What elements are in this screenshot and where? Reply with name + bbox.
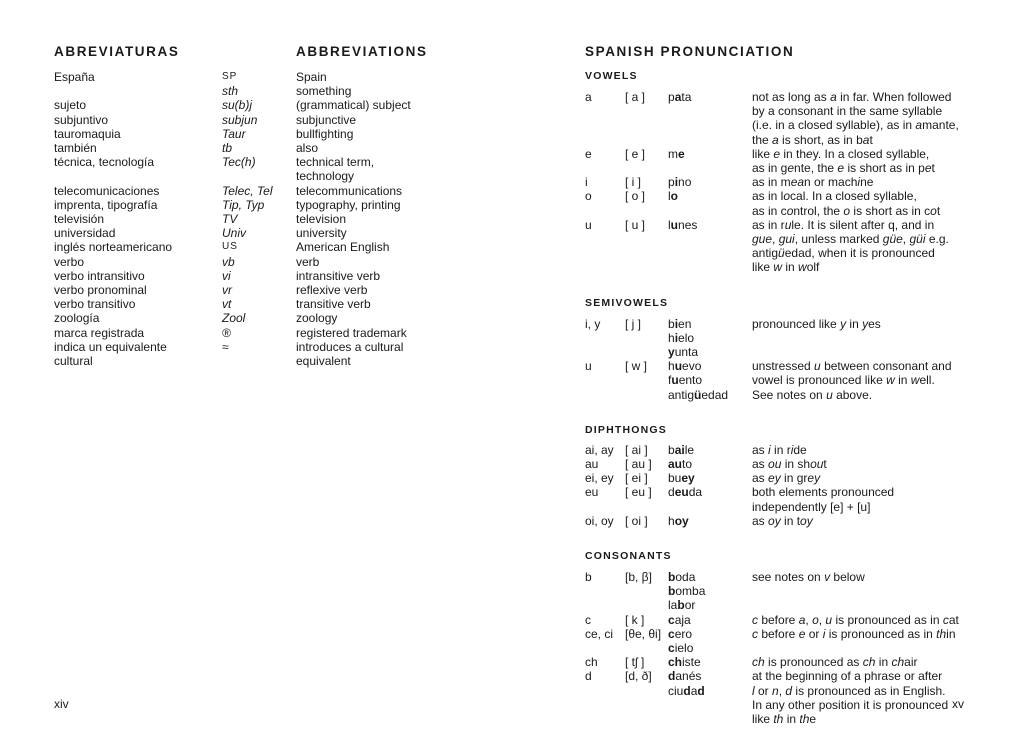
spanish-term: imprenta, tipografía bbox=[54, 197, 158, 212]
example-word: pata bbox=[668, 90, 692, 104]
english-term: university bbox=[296, 226, 347, 241]
abbreviation: US bbox=[222, 241, 238, 253]
abbreviation: Tip, Typ bbox=[222, 197, 265, 212]
letter: o bbox=[585, 189, 592, 204]
english-term: television bbox=[296, 212, 347, 226]
letter: b bbox=[585, 570, 592, 584]
pronunciation-note: at the beginning of a phrase or after l or n, d is pronounced as in English. In any other position it is pronounced like th in the bbox=[752, 669, 949, 726]
spanish-term: verbo intransitivo bbox=[54, 268, 145, 283]
pronunciation-note: as in rule. It is silent after q, and in gue, gui, unless marked güe, güi e.g. antigüedad, when it is pronounced like w in wolf bbox=[752, 217, 949, 275]
section-consonants: CONSONANTS bbox=[585, 550, 672, 562]
pronunciation-note: as in mean or machine bbox=[752, 175, 874, 190]
english-term: introduces a cultural bbox=[296, 339, 404, 354]
english-term: technology bbox=[296, 169, 355, 184]
english-term: equivalent bbox=[296, 354, 351, 368]
letter: d bbox=[585, 669, 592, 684]
example-word: danés ciudad bbox=[668, 669, 705, 698]
abbreviation: SP bbox=[222, 71, 238, 82]
ipa-symbol: [ ai ] bbox=[625, 442, 648, 457]
section-vowels: VOWELS bbox=[585, 70, 638, 82]
abbreviation: Tec(h) bbox=[222, 155, 256, 170]
letter: u bbox=[585, 217, 592, 232]
letter: u bbox=[585, 359, 592, 374]
letter: e bbox=[585, 146, 592, 161]
english-term: bullfighting bbox=[296, 126, 354, 141]
english-term: Spain bbox=[296, 70, 327, 84]
ipa-symbol: [ e ] bbox=[625, 146, 646, 161]
example-word: boda bomba labor bbox=[668, 570, 706, 613]
spanish-term: telecomunicaciones bbox=[54, 183, 160, 198]
abbreviation: Univ bbox=[222, 226, 247, 241]
example-word: baile bbox=[668, 442, 695, 457]
example-word: cero cielo bbox=[668, 626, 694, 655]
spanish-term: España bbox=[54, 70, 95, 84]
spanish-term: cultural bbox=[54, 354, 93, 368]
letter: au bbox=[585, 457, 599, 471]
example-word: chiste bbox=[668, 655, 701, 670]
spanish-term: marca registrada bbox=[54, 325, 145, 340]
ipa-symbol: [ oi ] bbox=[625, 513, 648, 528]
pronunciation-note: ch is pronounced as ch in chair bbox=[752, 655, 918, 670]
letter: ch bbox=[585, 655, 598, 670]
spanish-term: televisión bbox=[54, 212, 105, 226]
english-term: reflexive verb bbox=[296, 283, 368, 297]
letter: i bbox=[585, 175, 588, 190]
ipa-symbol: [ tʃ ] bbox=[625, 655, 645, 670]
pronunciation-note: pronounced like y in yes bbox=[752, 316, 881, 331]
english-term: (grammatical) subject bbox=[296, 98, 411, 113]
spanish-term: sujeto bbox=[54, 98, 87, 113]
example-word: huevo fuento antigüedad bbox=[668, 359, 729, 402]
section-diphthongs: DIPHTHONGS bbox=[585, 423, 668, 436]
example-word: bien hielo yunta bbox=[668, 316, 699, 359]
section-semivowels: SEMIVOWELS bbox=[585, 296, 669, 309]
english-term: zoology bbox=[296, 311, 338, 326]
letter: eu bbox=[585, 485, 599, 500]
letter: a bbox=[585, 90, 592, 104]
ipa-symbol: [θe, θi] bbox=[625, 626, 662, 641]
english-term: American English bbox=[296, 240, 390, 255]
spanish-term: tauromaquia bbox=[54, 126, 121, 141]
ipa-symbol: [b, β] bbox=[625, 570, 652, 584]
abbreviation: Telec, Tel bbox=[222, 183, 273, 198]
abbreviation: vb bbox=[222, 254, 235, 269]
example-word: me bbox=[668, 146, 685, 161]
abbreviation: Zool bbox=[222, 311, 246, 326]
letter: ei, ey bbox=[585, 471, 614, 486]
spanish-term: verbo pronominal bbox=[54, 283, 147, 297]
pronunciation-note: as ou in shout bbox=[752, 457, 827, 471]
pronunciation-note: see notes on v below bbox=[752, 570, 865, 584]
abbreviation: vt bbox=[222, 297, 232, 312]
spanish-term: inglés norteamericano bbox=[54, 240, 173, 255]
english-term: telecommunications bbox=[296, 183, 403, 198]
pronunciation-note: c before a, o, u is pronounced as in cat bbox=[752, 612, 959, 627]
ipa-symbol: [ u ] bbox=[625, 217, 646, 232]
letter: oi, oy bbox=[585, 513, 614, 528]
spanish-term: subjuntivo bbox=[54, 112, 109, 127]
ipa-symbol: [ eu ] bbox=[625, 485, 652, 500]
ipa-symbol: [ j ] bbox=[625, 316, 642, 331]
english-term: technical term, bbox=[296, 155, 375, 170]
spanish-term: técnica, tecnología bbox=[54, 155, 155, 170]
pronunciation-note: both elements pronounced independently [e] + [u] bbox=[752, 485, 895, 514]
example-word: auto bbox=[668, 457, 693, 471]
abbreviation: su(b)j bbox=[222, 98, 253, 113]
abbreviation: TV bbox=[222, 212, 238, 226]
ipa-symbol: [ a ] bbox=[625, 90, 646, 104]
english-term: intransitive verb bbox=[296, 268, 381, 283]
letter: ce, ci bbox=[585, 626, 614, 641]
ipa-symbol: [ ei ] bbox=[625, 471, 648, 486]
abbreviation: ≈ bbox=[222, 339, 229, 354]
ipa-symbol: [ w ] bbox=[625, 359, 648, 374]
spanish-term: universidad bbox=[54, 226, 116, 241]
abbreviation: Taur bbox=[222, 126, 246, 141]
example-word: buey bbox=[668, 471, 695, 486]
english-term: registered trademark bbox=[296, 325, 407, 340]
letter: c bbox=[585, 612, 591, 627]
pronunciation-note: as ey in grey bbox=[752, 471, 821, 486]
pronunciation-note: as oy in toy bbox=[752, 513, 813, 528]
example-word: lunes bbox=[668, 217, 698, 232]
abbreviation: vr bbox=[222, 283, 232, 297]
spanish-term: zoología bbox=[54, 311, 100, 326]
page-number-right: xv bbox=[952, 697, 964, 711]
pronunciation-note: unstressed u between consonant and vowel is pronounced like w in well. See notes on u above. bbox=[752, 359, 952, 402]
example-word: caja bbox=[668, 612, 691, 627]
pronunciation-note: as i in ride bbox=[752, 442, 807, 457]
english-term: also bbox=[296, 141, 319, 155]
heading-abreviaturas: ABREVIATURAS bbox=[54, 44, 180, 59]
pronunciation-note: like e in they. In a closed syllable, as in gente, the e is short as in pet bbox=[752, 146, 935, 175]
english-term: verb bbox=[296, 254, 320, 269]
ipa-symbol: [ i ] bbox=[625, 175, 642, 190]
example-word: lo bbox=[668, 189, 679, 204]
page-number-left: xiv bbox=[54, 697, 69, 711]
spanish-term: también bbox=[54, 141, 97, 155]
heading-spanish-pronunciation: SPANISH PRONUNCIATION bbox=[585, 44, 795, 59]
ipa-symbol: [ k ] bbox=[625, 612, 645, 627]
abbreviation: sth bbox=[222, 84, 239, 99]
spanish-term: indica un equivalente bbox=[54, 339, 167, 354]
letter: i, y bbox=[585, 316, 601, 331]
ipa-symbol: [d, ð] bbox=[625, 669, 652, 684]
abbreviation: subjun bbox=[222, 112, 258, 127]
letter: ai, ay bbox=[585, 442, 614, 457]
english-term: subjunctive bbox=[296, 112, 357, 127]
english-term: typography, printing bbox=[296, 197, 401, 212]
pronunciation-note: not as long as a in far. When followed by a consonant in the same syllable (i.e. in a closed syllable), as in amante, the a is short, as in bat bbox=[752, 90, 959, 147]
abbreviation: tb bbox=[222, 141, 233, 155]
example-word: hoy bbox=[668, 513, 689, 528]
pronunciation-note: as in local. In a closed syllable, as in control, the o is short as in cot bbox=[752, 189, 941, 218]
english-term: something bbox=[296, 84, 352, 99]
example-word: deuda bbox=[668, 485, 703, 500]
ipa-symbol: [ o ] bbox=[625, 189, 646, 204]
abbreviation: ® bbox=[222, 325, 231, 340]
english-term: transitive verb bbox=[296, 297, 371, 312]
spanish-term: verbo transitivo bbox=[54, 297, 136, 312]
spanish-term: verbo bbox=[54, 254, 85, 269]
heading-abbreviations: ABBREVIATIONS bbox=[296, 44, 428, 59]
example-word: pino bbox=[668, 175, 692, 190]
ipa-symbol: [ au ] bbox=[625, 457, 652, 471]
abbreviation: vi bbox=[222, 268, 231, 283]
pronunciation-note: c before e or i is pronounced as in thin bbox=[752, 626, 956, 641]
